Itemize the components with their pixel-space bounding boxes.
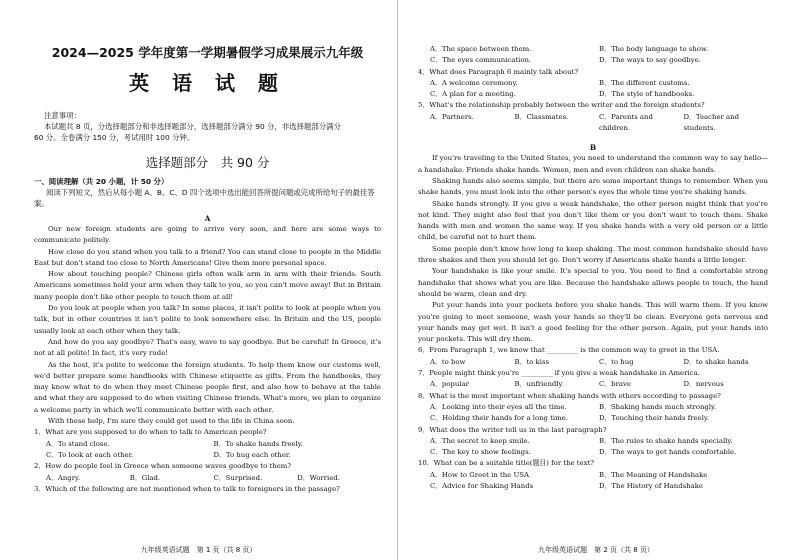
answer-option[interactable]: B．The Meaning of Handshake bbox=[599, 470, 708, 479]
question-options bbox=[418, 379, 768, 390]
part-instruction: 阅读下列短文，然后从每小题 A、B、C、D 四个选项中选出能回答所提问题或完成所给句子的最佳答案。 bbox=[34, 188, 375, 208]
passage-paragraph: As the host, it's polite to welcome the foreign students. To help them know our customs well, we'd better prepare some handbooks with Chinese etiquette as gifts. From the handbooks, they may know what to do when they meet Chinese people first, and also how to behave at the table and what they are supposed to do when visiting Chinese friends. What's more, we plan to organize a welcome party in which we'll communicate better with each other. bbox=[34, 360, 381, 414]
answer-option[interactable]: A．popular bbox=[430, 380, 469, 389]
notice-heading: 注意事项： bbox=[44, 111, 81, 120]
notice-line: 60 分。全卷满分 150 分，考试用时 100 分钟。 bbox=[34, 133, 195, 142]
page-footer: 九年级英语试题 第 1 页（共 8 页） bbox=[140, 546, 257, 554]
answer-option[interactable]: C．A plan for a meeting. bbox=[430, 90, 516, 99]
question-stem: 4．What does Paragraph 6 mainly talk about? bbox=[418, 67, 579, 76]
question-stem: 6．From Paragraph 1, we know that _________ is the common way to greet in the USA. bbox=[418, 346, 720, 355]
notice-line: 本试题共 8 页，分选择题部分和非选择题部分，选择题部分满分 90 分，非选择题部分满分 bbox=[44, 122, 341, 131]
answer-option[interactable]: C．Parents and children. bbox=[599, 112, 653, 133]
answer-option[interactable]: B．To shake hands freely. bbox=[213, 439, 303, 448]
answer-option[interactable]: D．Worried. bbox=[297, 473, 340, 482]
answer-option[interactable]: C．Holding their hands for a long time. bbox=[430, 414, 568, 423]
question-stem: 8．What is the most important when shaking hands with others according to passage? bbox=[418, 391, 721, 400]
answer-option[interactable]: D．Teacher and students. bbox=[683, 112, 739, 133]
questions-b bbox=[418, 345, 768, 492]
passage-paragraph: Your handshake is like your smile. It's special to you. You need to find a comfortable strong handshake that shows what you are like. Because the handshake allows people to touch, the hand should be warm, clean and dry. bbox=[418, 267, 768, 298]
question-stem: 9．What does the writer tell us in the last paragraph? bbox=[418, 425, 607, 434]
page-footer: 九年级英语试题 第 2 页（共 8 页） bbox=[538, 546, 654, 554]
answer-option[interactable]: A．The space between them. bbox=[430, 45, 532, 53]
question-stem: 10．What can be a suitable title(题目) for the text? bbox=[418, 459, 594, 468]
answer-option[interactable]: B．to kiss bbox=[514, 357, 550, 366]
question-3-options bbox=[418, 44, 768, 67]
questions-a-continued bbox=[418, 67, 768, 135]
passage-paragraph: Some people don't know how long to keep shaking. The most common handshake should have three shakes and then you should let go. Don't worry if Americans shake hands a little longer. bbox=[418, 244, 768, 265]
answer-option[interactable]: B．The different customs. bbox=[599, 78, 690, 87]
section-title: 选择题部分 共 90 分 bbox=[145, 155, 270, 170]
passage-paragraph: How close do you stand when you talk to a friend? You can stand close to people in the Middle East but don't stand too close to North Americans! Give them more personal space. bbox=[34, 247, 381, 267]
answer-option[interactable]: D．nervous bbox=[683, 380, 724, 389]
answer-option[interactable]: C．The key to show feelings. bbox=[430, 448, 531, 457]
answer-option[interactable]: C．Surprised. bbox=[213, 473, 263, 482]
answer-option[interactable]: A．Angry. bbox=[46, 473, 81, 482]
answer-option[interactable]: B．unfriendly bbox=[514, 380, 563, 389]
answer-option[interactable]: B．Classmates. bbox=[514, 112, 569, 121]
question-options bbox=[418, 402, 768, 425]
passage-paragraph: Put your hands into your pockets before you shake hands. This will warm them. If you know you're going to meet someone, wash your hands so they'll be clean. Everyone gets nervous and your hands may get wet. It isn't a good feeling for the other person. Again, put your hands into your pockets. This will dry them. bbox=[418, 301, 768, 344]
subject-title: 英 语 试 题 bbox=[129, 71, 286, 95]
passage-paragraph: Do you look at people when you talk? In some places, it isn't polite to look at people when you talk, but in other countries it isn't polite to look somewhere else. In Britain and the US, people usually look at each other when they talk. bbox=[34, 304, 381, 335]
answer-option[interactable]: D．To hug each other. bbox=[213, 450, 291, 459]
question-options bbox=[418, 470, 768, 493]
answer-option[interactable]: A．The secret to keep smile. bbox=[430, 436, 530, 445]
answer-option[interactable]: D．The ways to get hands comfortable. bbox=[599, 448, 737, 457]
passage-label-b: B bbox=[589, 143, 597, 153]
exam-title: 2024—2025 学年度第一学期暑假学习成果展示九年级 bbox=[51, 45, 364, 60]
answer-option[interactable]: D．Touching their hands freely. bbox=[599, 414, 710, 423]
answer-option[interactable]: D．The ways to say goodbye. bbox=[599, 56, 701, 65]
passage-paragraph: If you're traveling to the United States, you need to understand the common way to say hello—a handshake. Friends shake hands. Women, men and even children can shake hands. bbox=[418, 154, 768, 174]
passage-paragraph: Shaking hands also seems simple, but there are some important things to remember. When you shake hands, you must look into the other person's eyes the whole time you're shaking hands. bbox=[418, 176, 768, 197]
question-options bbox=[418, 112, 768, 135]
questions-a bbox=[34, 427, 381, 495]
answer-option[interactable]: A．to bow bbox=[430, 357, 466, 366]
passage-paragraph: Our new foreign students are going to arrive very soon, and here are some ways to communicate politely. bbox=[34, 225, 381, 245]
answer-option[interactable]: C．to hug bbox=[599, 357, 634, 366]
answer-option[interactable]: C．brave bbox=[599, 380, 631, 389]
question-options bbox=[34, 439, 381, 462]
passage-paragraph: And how do you say goodbye? That's easy, wave to say goodbye. But be careful! In Greece, it's not at all polite! In fact, it's very rude! bbox=[34, 337, 381, 358]
passage-paragraph: How about touching people? Chinese girls often walk arm in arm with their friends. South Americans sometimes hold your arm when they talk to you, so you can't move away! But in Britain many people don't like other people to touch them at all! bbox=[34, 270, 381, 301]
question-stem: 2．How do people feel in Greece when someone waves goodbye to them? bbox=[34, 462, 292, 471]
question-options bbox=[418, 357, 768, 368]
answer-option[interactable]: A．A welcome ceremony. bbox=[430, 78, 518, 87]
question-stem: 1．What are you supposed to do when to talk to American people? bbox=[34, 428, 267, 437]
answer-option[interactable]: B．The body language to show. bbox=[599, 45, 709, 53]
answer-option[interactable]: A．Looking into their eyes all the time. bbox=[430, 402, 567, 411]
answer-option[interactable]: D．The History of Handshake bbox=[599, 481, 703, 490]
answer-option[interactable]: A．To stand close. bbox=[46, 439, 110, 448]
answer-option[interactable]: B．The rules to shake hands specially. bbox=[599, 436, 733, 445]
answer-option[interactable]: D．The style of handbooks. bbox=[599, 90, 695, 99]
answer-option[interactable]: C．To look at each other. bbox=[46, 450, 134, 459]
passage-b bbox=[418, 153, 768, 345]
answer-option[interactable]: C．Advice for Shaking Hands bbox=[430, 481, 534, 490]
passage-a bbox=[34, 224, 381, 427]
passage-paragraph: With these help, I'm sure they could get used to the life in China soon. bbox=[48, 417, 295, 426]
answer-option[interactable]: D．to shake hands bbox=[683, 357, 749, 366]
question-options bbox=[34, 473, 381, 484]
answer-option[interactable]: C．The eyes communication. bbox=[430, 56, 532, 65]
right-page bbox=[397, 0, 794, 560]
passage-paragraph: Shake hands strongly. If you give a weak handshake, the other person might think that you're not kind. They might also feel that you don't like them or you don't want to touch them. Shake hands with men and women the same way. If you shake hands with a very old person or a little child, be careful not to hurt them. bbox=[418, 199, 768, 242]
answer-option[interactable]: B．Shaking hands much strongly. bbox=[599, 402, 717, 411]
question-stem: 5．What's the relationship probably between the writer and the foreign students? bbox=[418, 101, 705, 110]
answer-option[interactable]: B．Glad. bbox=[129, 473, 161, 482]
question-stem: 7．People might think you're _________ if you give a weak handshake in America. bbox=[418, 369, 700, 378]
question-options bbox=[418, 436, 768, 459]
answer-option[interactable]: A．Partners. bbox=[430, 112, 474, 121]
question-options bbox=[418, 78, 768, 101]
answer-option[interactable]: A．How to Greet in the USA bbox=[430, 470, 529, 479]
question-stem: 3．Which of the following are not mentioned when to talk to foreigners in the passage? bbox=[34, 484, 340, 493]
part-heading: 一、阅读理解（共 20 小题，计 50 分） bbox=[34, 177, 169, 186]
passage-label-a: A bbox=[204, 214, 211, 223]
